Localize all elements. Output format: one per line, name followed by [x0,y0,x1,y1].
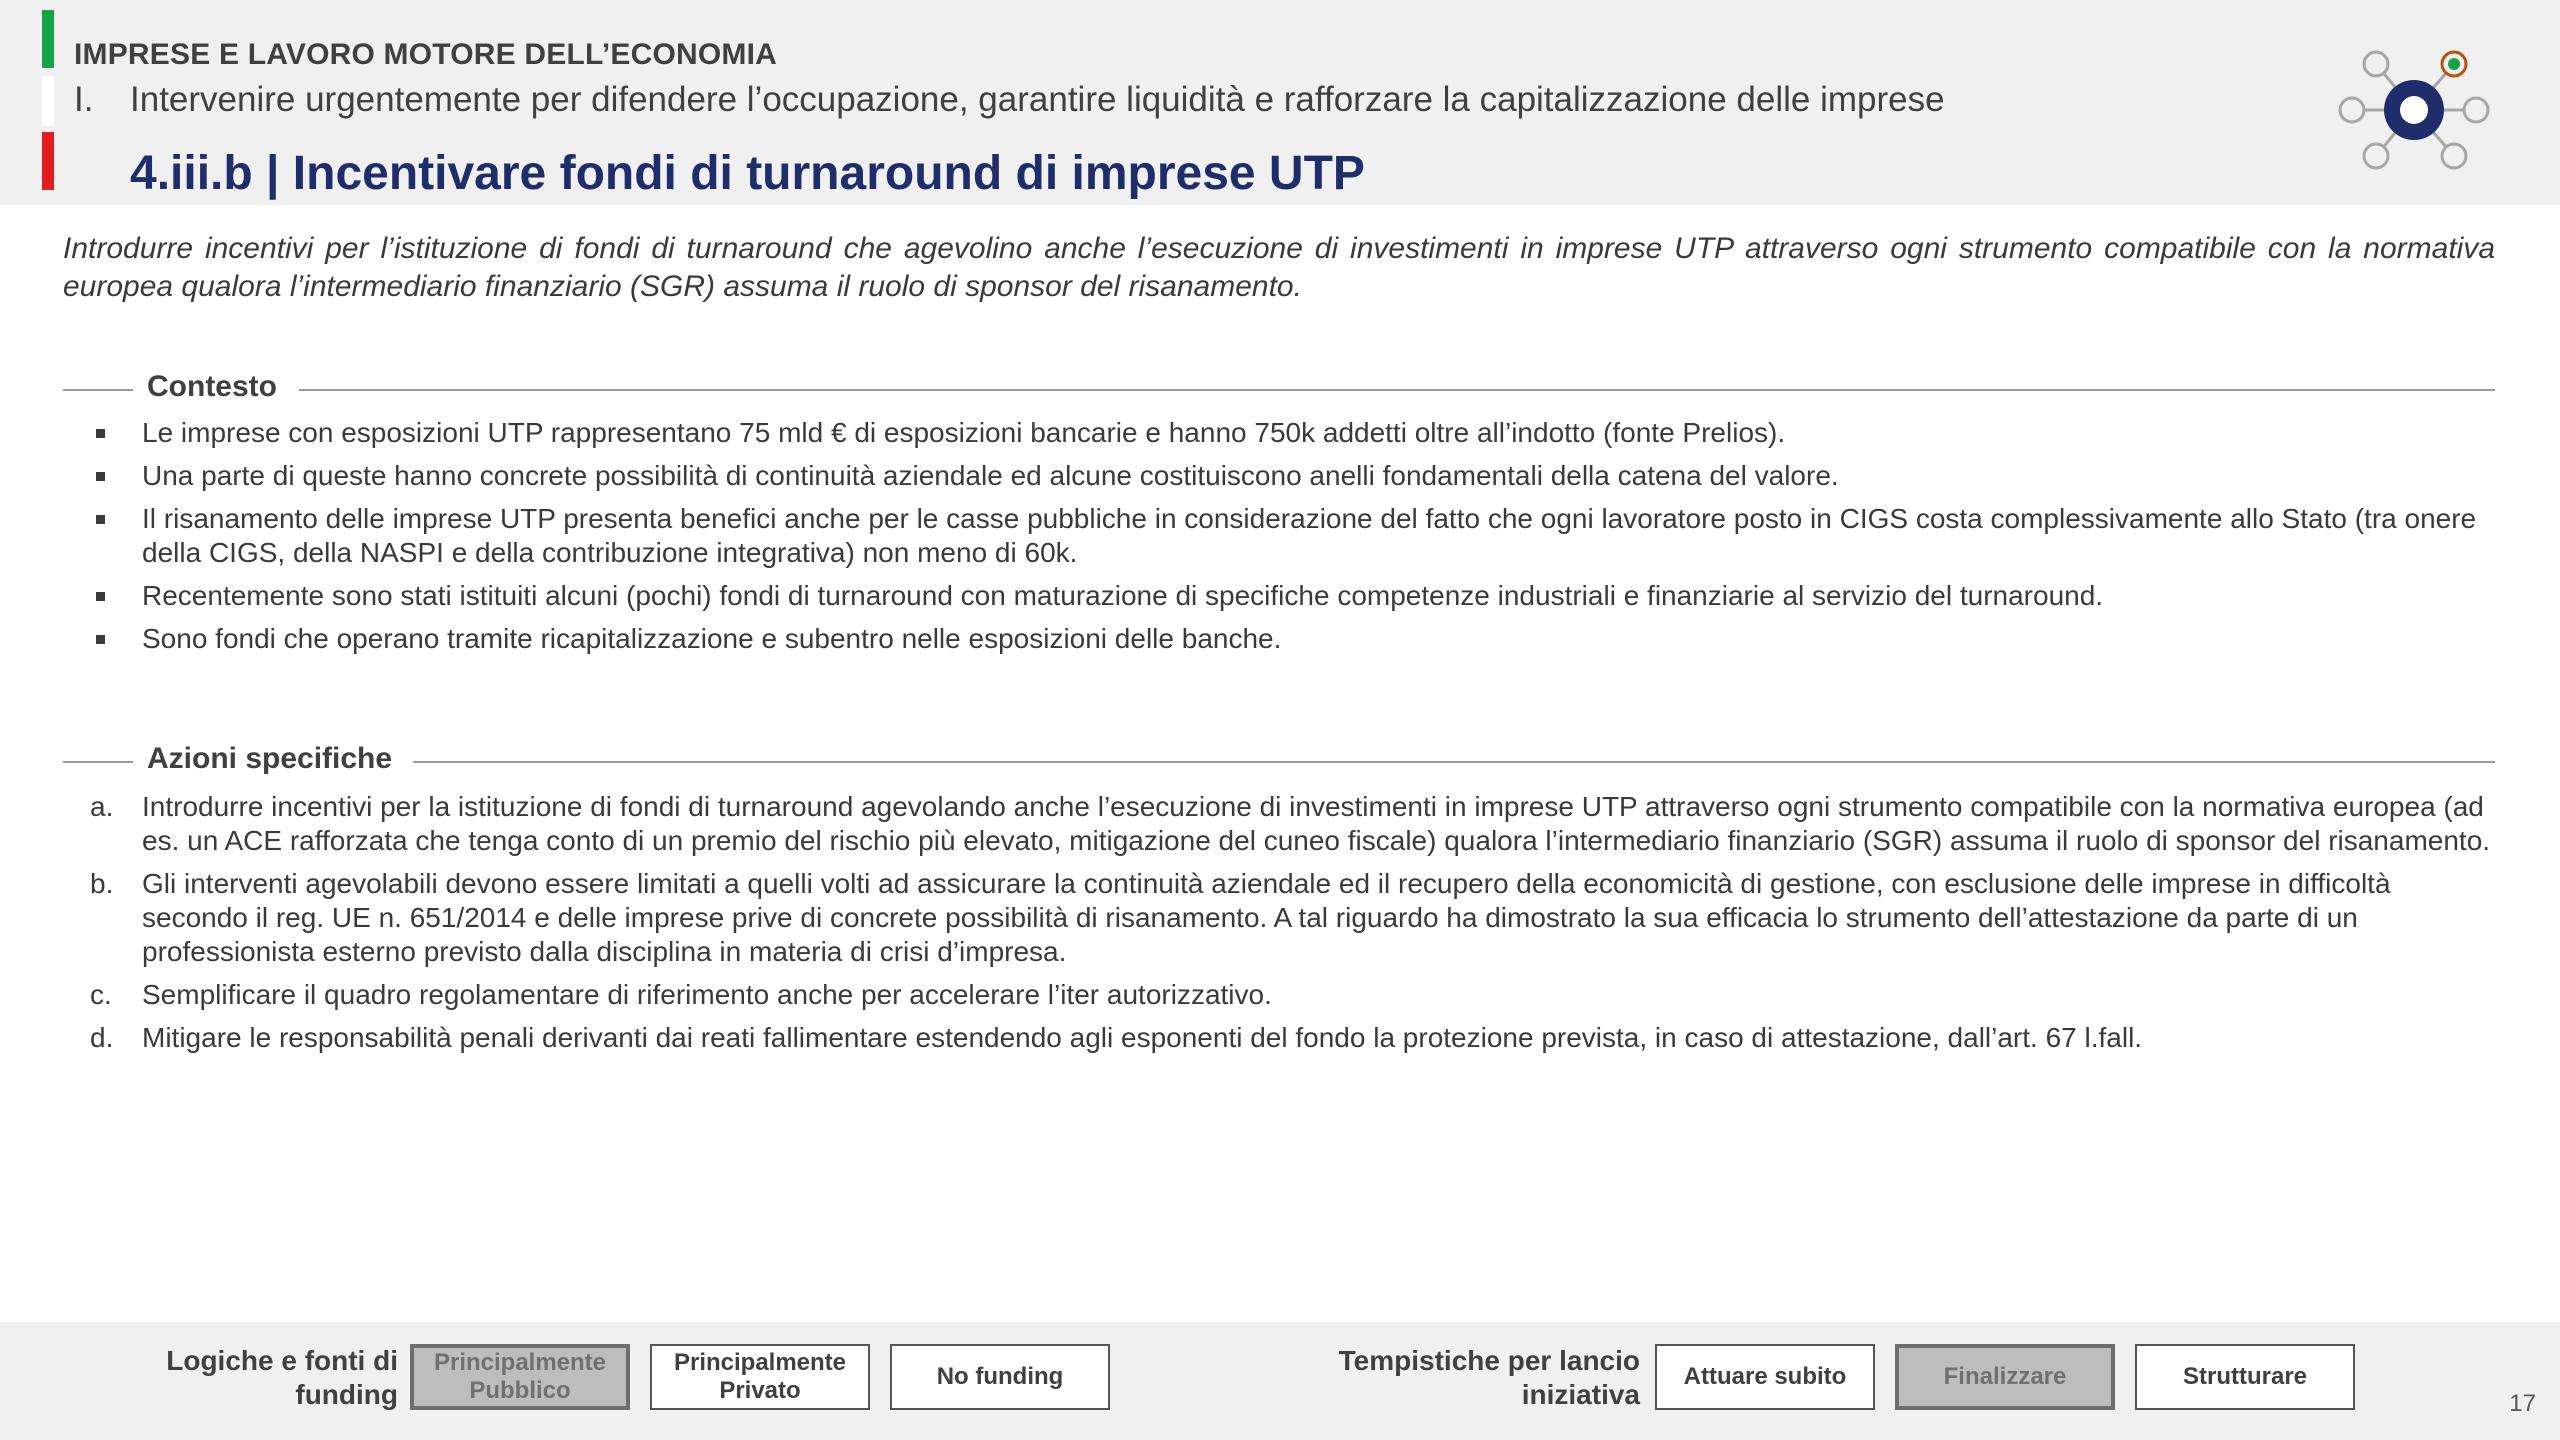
page-number: 17 [2509,1390,2536,1417]
list-item-text: Le imprese con esposizioni UTP rappresentano 75 mld € di esposizioni bancarie e hanno 750k addetti oltre all’indotto (fonte Prelios). [142,417,1786,448]
list-item-marker: b. [90,868,114,899]
square-bullet-icon [96,429,105,438]
list-item-text: Introdurre incentivi per la istituzione di fondi di turnaround agevolando anche l’esecuzione di investimenti in imprese UTP attraverso ogni strumento compatibile con la normativa europea (ad es. un ACE rafforzata che tenga conto di un premio del rischio più elevato, mitigazione del cuneo fiscale) qualora l’intermediario finanziario (SGR) assuma il ruolo di sponsor del risanamento. [142,791,2491,856]
square-bullet-icon [96,515,105,524]
list-item-marker: d. [90,1022,114,1053]
subsection-text: Intervenire urgentemente per difendere l’occupazione, garantire liquidità e rafforzare la capitalizzazione delle imprese [130,80,1945,119]
square-bullet-icon [96,635,105,644]
timing-label [1300,1344,1640,1412]
azioni-heading-label: Azioni specifiche [147,742,393,775]
heading-rule-left [63,761,133,763]
tag-label-line2: Privato [719,1377,801,1404]
list-item-text: Sono fondi che operano tramite ricapitalizzazione e subentro nelle esposizioni delle banche. [142,623,1282,654]
list-item [90,1021,2495,1055]
square-bullet-icon [96,472,105,481]
list-item [90,867,2495,969]
list-item [90,790,2495,858]
network-logo-icon [2336,44,2492,176]
flag-red-bar [42,132,54,190]
square-bullet-icon [96,592,105,601]
flag-white-bar [42,76,54,126]
list-item [90,502,2495,570]
list-item-marker: a. [90,791,114,822]
contesto-heading-label: Contesto [147,370,277,403]
subsection-heading [74,80,1945,120]
funding-label-line2: funding [295,1379,398,1410]
section-title: IMPRESE E LAVORO MOTORE DELL’ECONOMIA [74,38,778,71]
tag-label-line1: Principalmente [673,1349,847,1376]
subsection-number: I. [74,80,94,119]
list-item-text: Semplificare il quadro regolamentare di riferimento anche per accelerare l’iter autorizzativo. [142,979,1272,1010]
heading-rule-right [413,761,2495,763]
tag-label: Finalizzare [1943,1363,2067,1390]
funding-option-no-funding[interactable] [890,1344,1110,1410]
list-item [90,978,2495,1012]
list-item [90,579,2495,613]
list-item-text: Una parte di queste hanno concrete possibilità di continuità aziendale ed alcune costituiscono anelli fondamentali della catena del valore. [142,460,1839,491]
funding-label-line1: Logiche e fonti di [166,1345,398,1376]
tag-label-line2: Pubblico [469,1377,571,1404]
list-item [90,459,2495,493]
azioni-list [90,790,2495,1064]
intro-paragraph: Introdurre incentivi per l’istituzione di fondi di turnaround che agevolino anche l’esecuzione di investimenti in imprese UTP attraverso ogni strumento compatibile con la normativa europea qualora l’intermediario finanziario (SGR) assuma il ruolo di sponsor del risanamento. [63,232,2495,303]
tag-label: Strutturare [2182,1363,2308,1390]
list-item [90,622,2495,656]
tag-label: Attuare subito [1683,1363,1847,1390]
contesto-list [90,416,2495,665]
funding-option-privato[interactable] [650,1344,870,1410]
funding-label [120,1344,398,1412]
contesto-heading [63,366,2495,406]
tag-label: No funding [936,1363,1064,1390]
flag-green-bar [42,10,54,68]
footer-band [0,1322,2560,1440]
list-item-marker: c. [90,979,112,1010]
list-item-text: Il risanamento delle imprese UTP presenta benefici anche per le casse pubbliche in considerazione del fatto che ogni lavoratore posto in CIGS costa complessivamente allo Stato (tra onere della CIGS, della NASPI e della contribuzione integrativa) non meno di 60k. [142,503,2477,568]
tag-label-line1: Principalmente [433,1349,607,1376]
timing-label-line2: iniziativa [1521,1379,1640,1410]
funding-option-pubblico[interactable] [410,1344,630,1410]
header-band [0,0,2560,205]
list-item [90,416,2495,450]
timing-option-strutturare[interactable] [2135,1344,2355,1410]
azioni-heading [63,738,2495,778]
timing-label-line1: Tempistiche per lancio [1338,1345,1640,1376]
heading-rule-left [63,389,133,391]
list-item-text: Recentemente sono stati istituiti alcuni (pochi) fondi di turnaround con maturazione di specifiche competenze industriali e finanziarie al servizio del turnaround. [142,580,2104,611]
heading-rule-right [299,389,2495,391]
timing-option-attuare-subito[interactable] [1655,1344,1875,1410]
slide-title: 4.iii.b | Incentivare fondi di turnaround di imprese UTP [130,147,1365,200]
list-item-text: Gli interventi agevolabili devono essere limitati a quelli volti ad assicurare la continuità aziendale ed il recupero della economicità di gestione, con esclusione delle imprese in difficoltà secondo il reg. UE n. 651/2014 e delle imprese prive di concrete possibilità di risanamento. A tal riguardo ha dimostrato la sua efficacia lo strumento dell’attestazione da parte di un professionista esterno previsto dalla disciplina in materia di crisi d’impresa. [142,868,2391,967]
list-item-text: Mitigare le responsabilità penali derivanti dai reati fallimentare estendendo agli esponenti del fondo la protezione prevista, in caso di attestazione, dall’art. 67 l.fall. [142,1022,2143,1053]
timing-option-finalizzare[interactable] [1895,1344,2115,1410]
